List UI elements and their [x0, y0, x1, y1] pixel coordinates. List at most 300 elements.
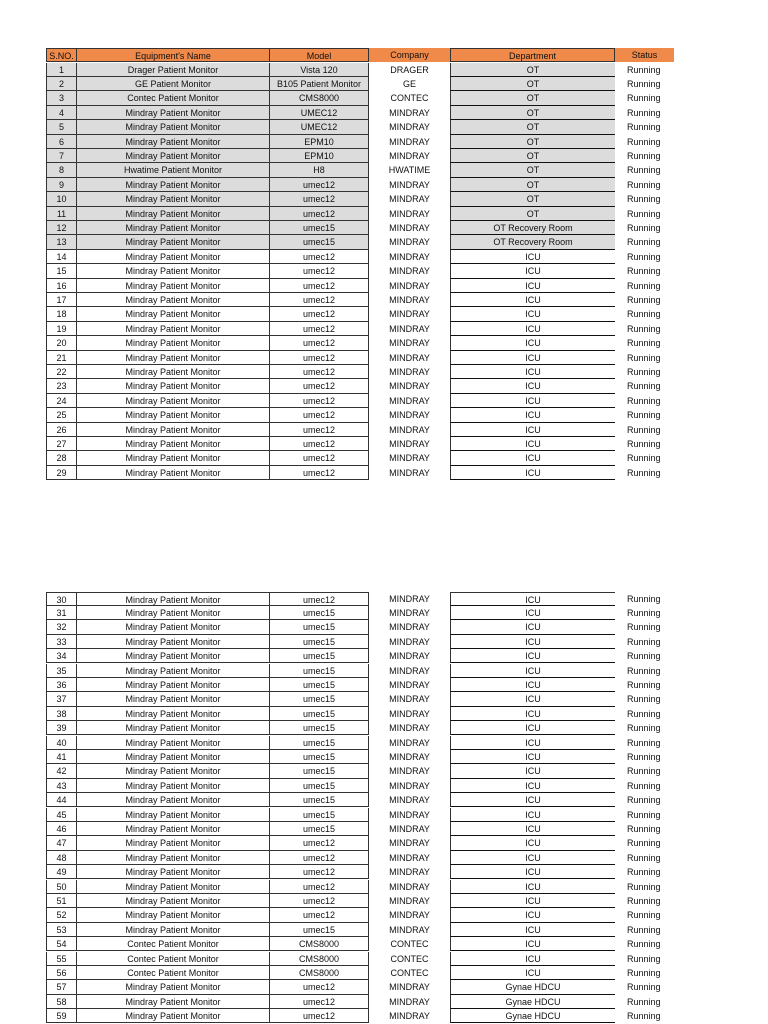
cell-status[interactable]: Running: [627, 665, 661, 676]
cell-equipment-name[interactable]: Mindray Patient Monitor: [76, 192, 269, 206]
cell-sno[interactable]: 2: [46, 77, 76, 91]
cell-sno[interactable]: 26: [46, 423, 76, 437]
cell-department[interactable]: OT: [450, 149, 615, 163]
cell-department[interactable]: ICU: [450, 437, 615, 451]
cell-model[interactable]: umec12: [269, 207, 369, 221]
cell-sno[interactable]: 46: [46, 822, 76, 836]
cell-department[interactable]: Gynae HDCU: [450, 1009, 615, 1023]
cell-equipment-name[interactable]: Mindray Patient Monitor: [76, 466, 269, 480]
cell-company[interactable]: MINDRAY: [389, 924, 430, 935]
cell-model[interactable]: umec15: [269, 707, 369, 721]
cell-sno[interactable]: 18: [46, 307, 76, 321]
cell-company[interactable]: MINDRAY: [389, 622, 430, 633]
cell-sno[interactable]: 51: [46, 894, 76, 908]
cell-company[interactable]: MINDRAY: [389, 367, 430, 377]
cell-sno[interactable]: 25: [46, 408, 76, 422]
cell-model[interactable]: EPM10: [269, 149, 369, 163]
cell-sno[interactable]: 29: [46, 466, 76, 480]
cell-department[interactable]: Gynae HDCU: [450, 995, 615, 1009]
cell-status[interactable]: Running: [627, 266, 661, 277]
cell-company[interactable]: MINDRAY: [389, 910, 430, 921]
cell-model[interactable]: umec15: [269, 721, 369, 735]
cell-company[interactable]: MINDRAY: [389, 352, 430, 363]
cell-department[interactable]: ICU: [450, 664, 615, 678]
cell-model[interactable]: umec12: [269, 322, 369, 336]
cell-status[interactable]: Running: [627, 622, 661, 633]
cell-model[interactable]: CMS8000: [269, 966, 369, 980]
cell-status[interactable]: Running: [627, 780, 661, 791]
cell-status[interactable]: Running: [627, 910, 661, 921]
cell-sno[interactable]: 34: [46, 649, 76, 663]
cell-equipment-name[interactable]: Mindray Patient Monitor: [76, 1009, 269, 1023]
cell-model[interactable]: CMS8000: [269, 952, 369, 966]
cell-model[interactable]: umec15: [269, 221, 369, 235]
cell-model[interactable]: umec12: [269, 894, 369, 908]
cell-equipment-name[interactable]: Mindray Patient Monitor: [76, 908, 269, 922]
cell-model[interactable]: UMEC12: [269, 106, 369, 120]
cell-equipment-name[interactable]: Mindray Patient Monitor: [76, 822, 269, 836]
cell-equipment-name[interactable]: Mindray Patient Monitor: [76, 649, 269, 663]
cell-department[interactable]: ICU: [450, 423, 615, 437]
cell-model[interactable]: umec12: [269, 192, 369, 206]
cell-department[interactable]: ICU: [450, 451, 615, 465]
cell-department[interactable]: ICU: [450, 293, 615, 307]
cell-equipment-name[interactable]: Mindray Patient Monitor: [76, 451, 269, 465]
cell-sno[interactable]: 57: [46, 980, 76, 994]
cell-department[interactable]: ICU: [450, 880, 615, 894]
cell-model[interactable]: umec12: [269, 264, 369, 278]
cell-company[interactable]: MINDRAY: [389, 708, 430, 719]
cell-status[interactable]: Running: [627, 179, 661, 190]
cell-model[interactable]: umec15: [269, 649, 369, 663]
cell-equipment-name[interactable]: Mindray Patient Monitor: [76, 995, 269, 1009]
cell-status[interactable]: Running: [627, 165, 661, 176]
cell-model[interactable]: umec15: [269, 793, 369, 807]
cell-sno[interactable]: 3: [46, 91, 76, 105]
cell-model[interactable]: umec12: [269, 351, 369, 365]
cell-department[interactable]: ICU: [450, 908, 615, 922]
cell-sno[interactable]: 11: [46, 207, 76, 221]
cell-model[interactable]: umec15: [269, 736, 369, 750]
cell-model[interactable]: CMS8000: [269, 91, 369, 105]
cell-department[interactable]: OT: [450, 178, 615, 192]
cell-department[interactable]: ICU: [450, 851, 615, 865]
cell-company[interactable]: MINDRAY: [389, 194, 430, 205]
header-status[interactable]: Status: [615, 48, 674, 62]
cell-company[interactable]: MINDRAY: [389, 467, 430, 478]
cell-status[interactable]: Running: [627, 751, 661, 762]
cell-company[interactable]: MINDRAY: [389, 895, 430, 906]
cell-sno[interactable]: 35: [46, 664, 76, 678]
cell-company[interactable]: MINDRAY: [389, 266, 430, 277]
cell-status[interactable]: Running: [627, 838, 661, 849]
cell-sno[interactable]: 5: [46, 120, 76, 134]
cell-sno[interactable]: 55: [46, 952, 76, 966]
cell-model[interactable]: umec12: [269, 250, 369, 264]
cell-equipment-name[interactable]: Mindray Patient Monitor: [76, 750, 269, 764]
cell-sno[interactable]: 1: [46, 63, 76, 77]
cell-status[interactable]: Running: [627, 367, 661, 377]
cell-status[interactable]: Running: [627, 895, 661, 906]
cell-model[interactable]: umec12: [269, 880, 369, 894]
cell-department[interactable]: ICU: [450, 779, 615, 793]
cell-department[interactable]: ICU: [450, 620, 615, 634]
cell-department[interactable]: ICU: [450, 365, 615, 379]
cell-equipment-name[interactable]: Mindray Patient Monitor: [76, 365, 269, 379]
cell-sno[interactable]: 53: [46, 923, 76, 937]
cell-status[interactable]: Running: [627, 651, 661, 662]
cell-department[interactable]: ICU: [450, 264, 615, 278]
cell-model[interactable]: umec12: [269, 908, 369, 922]
cell-company[interactable]: MINDRAY: [389, 593, 430, 604]
cell-equipment-name[interactable]: Mindray Patient Monitor: [76, 437, 269, 451]
cell-model[interactable]: CMS8000: [269, 937, 369, 951]
cell-equipment-name[interactable]: Mindray Patient Monitor: [76, 235, 269, 249]
cell-sno[interactable]: 24: [46, 394, 76, 408]
cell-equipment-name[interactable]: Mindray Patient Monitor: [76, 707, 269, 721]
cell-status[interactable]: Running: [627, 967, 661, 978]
cell-equipment-name[interactable]: Mindray Patient Monitor: [76, 808, 269, 822]
cell-equipment-name[interactable]: Mindray Patient Monitor: [76, 865, 269, 879]
cell-equipment-name[interactable]: Mindray Patient Monitor: [76, 336, 269, 350]
cell-company[interactable]: MINDRAY: [389, 208, 430, 219]
cell-department[interactable]: OT: [450, 77, 615, 91]
cell-equipment-name[interactable]: Mindray Patient Monitor: [76, 894, 269, 908]
cell-status[interactable]: Running: [627, 823, 661, 834]
cell-department[interactable]: ICU: [450, 937, 615, 951]
cell-equipment-name[interactable]: Mindray Patient Monitor: [76, 721, 269, 735]
cell-department[interactable]: ICU: [450, 379, 615, 393]
cell-equipment-name[interactable]: Mindray Patient Monitor: [76, 322, 269, 336]
cell-company[interactable]: DRAGER: [390, 64, 429, 75]
cell-status[interactable]: Running: [627, 996, 661, 1007]
cell-sno[interactable]: 45: [46, 808, 76, 822]
cell-equipment-name[interactable]: Mindray Patient Monitor: [76, 149, 269, 163]
cell-equipment-name[interactable]: Mindray Patient Monitor: [76, 880, 269, 894]
cell-sno[interactable]: 49: [46, 865, 76, 879]
cell-department[interactable]: ICU: [450, 322, 615, 336]
cell-status[interactable]: Running: [627, 381, 661, 392]
cell-sno[interactable]: 44: [46, 793, 76, 807]
cell-equipment-name[interactable]: Mindray Patient Monitor: [76, 923, 269, 937]
cell-company[interactable]: MINDRAY: [389, 636, 430, 647]
cell-model[interactable]: umec12: [269, 178, 369, 192]
cell-equipment-name[interactable]: Mindray Patient Monitor: [76, 120, 269, 134]
cell-model[interactable]: umec15: [269, 235, 369, 249]
cell-status[interactable]: Running: [627, 881, 661, 892]
cell-department[interactable]: ICU: [450, 894, 615, 908]
cell-sno[interactable]: 43: [46, 779, 76, 793]
cell-sno[interactable]: 6: [46, 135, 76, 149]
cell-company[interactable]: MINDRAY: [389, 607, 430, 618]
cell-department[interactable]: OT Recovery Room: [450, 235, 615, 249]
cell-status[interactable]: Running: [627, 723, 661, 734]
cell-company[interactable]: MINDRAY: [389, 151, 430, 161]
cell-department[interactable]: ICU: [450, 793, 615, 807]
cell-model[interactable]: umec15: [269, 620, 369, 634]
cell-department[interactable]: ICU: [450, 394, 615, 408]
cell-company[interactable]: MINDRAY: [389, 295, 430, 305]
cell-department[interactable]: ICU: [450, 808, 615, 822]
cell-company[interactable]: MINDRAY: [389, 323, 430, 334]
cell-model[interactable]: umec12: [269, 379, 369, 393]
cell-equipment-name[interactable]: GE Patient Monitor: [76, 77, 269, 91]
cell-company[interactable]: MINDRAY: [389, 439, 430, 449]
cell-equipment-name[interactable]: Mindray Patient Monitor: [76, 779, 269, 793]
cell-equipment-name[interactable]: Mindray Patient Monitor: [76, 635, 269, 649]
cell-company[interactable]: MINDRAY: [389, 723, 430, 734]
cell-sno[interactable]: 27: [46, 437, 76, 451]
cell-equipment-name[interactable]: Mindray Patient Monitor: [76, 764, 269, 778]
cell-department[interactable]: OT: [450, 106, 615, 120]
cell-status[interactable]: Running: [627, 607, 661, 618]
cell-company[interactable]: MINDRAY: [389, 809, 430, 820]
cell-model[interactable]: umec12: [269, 423, 369, 437]
cell-model[interactable]: umec15: [269, 692, 369, 706]
cell-equipment-name[interactable]: Hwatime Patient Monitor: [76, 163, 269, 177]
cell-sno[interactable]: 17: [46, 293, 76, 307]
cell-company[interactable]: MINDRAY: [389, 881, 430, 892]
cell-equipment-name[interactable]: Mindray Patient Monitor: [76, 106, 269, 120]
cell-status[interactable]: Running: [627, 852, 661, 863]
cell-equipment-name[interactable]: Mindray Patient Monitor: [76, 692, 269, 706]
cell-equipment-name[interactable]: Drager Patient Monitor: [76, 63, 269, 77]
cell-sno[interactable]: 20: [46, 336, 76, 350]
cell-sno[interactable]: 56: [46, 966, 76, 980]
header-company[interactable]: Company: [369, 48, 450, 62]
cell-status[interactable]: Running: [627, 323, 661, 334]
cell-company[interactable]: MINDRAY: [389, 107, 430, 118]
cell-sno[interactable]: 36: [46, 678, 76, 692]
cell-model[interactable]: Vista 120: [269, 63, 369, 77]
cell-company[interactable]: HWATIME: [388, 165, 431, 176]
cell-department[interactable]: ICU: [450, 307, 615, 321]
cell-status[interactable]: Running: [627, 64, 661, 75]
cell-status[interactable]: Running: [627, 766, 661, 777]
cell-status[interactable]: Running: [627, 194, 661, 205]
cell-sno[interactable]: 4: [46, 106, 76, 120]
cell-equipment-name[interactable]: Mindray Patient Monitor: [76, 264, 269, 278]
cell-department[interactable]: ICU: [450, 678, 615, 692]
cell-model[interactable]: B105 Patient Monitor: [269, 77, 369, 91]
cell-status[interactable]: Running: [627, 467, 661, 478]
cell-department[interactable]: ICU: [450, 865, 615, 879]
cell-model[interactable]: UMEC12: [269, 120, 369, 134]
cell-status[interactable]: Running: [627, 410, 661, 421]
cell-sno[interactable]: 15: [46, 264, 76, 278]
cell-department[interactable]: ICU: [450, 923, 615, 937]
cell-status[interactable]: Running: [627, 280, 661, 291]
cell-department[interactable]: ICU: [450, 336, 615, 350]
cell-model[interactable]: umec12: [269, 980, 369, 994]
cell-status[interactable]: Running: [627, 453, 661, 464]
cell-status[interactable]: Running: [627, 694, 661, 705]
cell-equipment-name[interactable]: Contec Patient Monitor: [76, 952, 269, 966]
cell-sno[interactable]: 14: [46, 250, 76, 264]
cell-sno[interactable]: 31: [46, 606, 76, 620]
cell-department[interactable]: ICU: [450, 408, 615, 422]
cell-sno[interactable]: 19: [46, 322, 76, 336]
cell-department[interactable]: ICU: [450, 707, 615, 721]
cell-status[interactable]: Running: [627, 708, 661, 719]
cell-model[interactable]: umec12: [269, 865, 369, 879]
cell-equipment-name[interactable]: Mindray Patient Monitor: [76, 250, 269, 264]
cell-company[interactable]: MINDRAY: [389, 122, 430, 133]
cell-department[interactable]: Gynae HDCU: [450, 980, 615, 994]
cell-sno[interactable]: 52: [46, 908, 76, 922]
cell-sno[interactable]: 58: [46, 995, 76, 1009]
cell-sno[interactable]: 39: [46, 721, 76, 735]
cell-equipment-name[interactable]: Mindray Patient Monitor: [76, 293, 269, 307]
cell-sno[interactable]: 48: [46, 851, 76, 865]
cell-company[interactable]: MINDRAY: [389, 309, 430, 320]
cell-department[interactable]: ICU: [450, 966, 615, 980]
cell-status[interactable]: Running: [627, 136, 661, 147]
cell-equipment-name[interactable]: Contec Patient Monitor: [76, 966, 269, 980]
cell-status[interactable]: Running: [627, 953, 661, 964]
cell-department[interactable]: ICU: [450, 952, 615, 966]
cell-status[interactable]: Running: [627, 107, 661, 118]
cell-status[interactable]: Running: [627, 939, 661, 950]
cell-equipment-name[interactable]: Mindray Patient Monitor: [76, 379, 269, 393]
cell-model[interactable]: umec12: [269, 1009, 369, 1023]
cell-status[interactable]: Running: [627, 593, 661, 604]
cell-equipment-name[interactable]: Mindray Patient Monitor: [76, 221, 269, 235]
cell-model[interactable]: umec12: [269, 851, 369, 865]
cell-model[interactable]: H8: [269, 163, 369, 177]
cell-company[interactable]: MINDRAY: [389, 679, 430, 690]
cell-company[interactable]: CONTEC: [390, 953, 429, 964]
cell-model[interactable]: umec15: [269, 822, 369, 836]
cell-company[interactable]: MINDRAY: [389, 852, 430, 863]
cell-company[interactable]: MINDRAY: [389, 381, 430, 392]
cell-equipment-name[interactable]: Mindray Patient Monitor: [76, 351, 269, 365]
cell-status[interactable]: Running: [627, 79, 661, 89]
cell-equipment-name[interactable]: Mindray Patient Monitor: [76, 980, 269, 994]
cell-equipment-name[interactable]: Mindray Patient Monitor: [76, 736, 269, 750]
cell-sno[interactable]: 16: [46, 279, 76, 293]
cell-equipment-name[interactable]: Mindray Patient Monitor: [76, 394, 269, 408]
cell-company[interactable]: MINDRAY: [389, 424, 430, 435]
cell-equipment-name[interactable]: Mindray Patient Monitor: [76, 793, 269, 807]
cell-model[interactable]: umec15: [269, 764, 369, 778]
cell-company[interactable]: MINDRAY: [389, 766, 430, 777]
cell-sno[interactable]: 41: [46, 750, 76, 764]
cell-sno[interactable]: 22: [46, 365, 76, 379]
cell-department[interactable]: OT Recovery Room: [450, 221, 615, 235]
cell-status[interactable]: Running: [627, 352, 661, 363]
cell-company[interactable]: MINDRAY: [389, 751, 430, 762]
cell-company[interactable]: MINDRAY: [389, 651, 430, 662]
cell-sno[interactable]: 23: [46, 379, 76, 393]
cell-department[interactable]: OT: [450, 91, 615, 105]
header-model[interactable]: Model: [269, 48, 369, 62]
cell-model[interactable]: umec12: [269, 394, 369, 408]
cell-department[interactable]: ICU: [450, 750, 615, 764]
cell-model[interactable]: umec15: [269, 750, 369, 764]
cell-status[interactable]: Running: [627, 309, 661, 320]
cell-company[interactable]: MINDRAY: [389, 838, 430, 849]
cell-status[interactable]: Running: [627, 395, 661, 406]
cell-company[interactable]: MINDRAY: [389, 338, 430, 349]
cell-sno[interactable]: 47: [46, 836, 76, 850]
cell-department[interactable]: ICU: [450, 736, 615, 750]
cell-sno[interactable]: 30: [46, 592, 76, 606]
cell-equipment-name[interactable]: Contec Patient Monitor: [76, 91, 269, 105]
cell-status[interactable]: Running: [627, 867, 661, 878]
cell-company[interactable]: GE: [402, 79, 416, 89]
cell-department[interactable]: ICU: [450, 822, 615, 836]
cell-status[interactable]: Running: [627, 1011, 661, 1022]
cell-status[interactable]: Running: [627, 122, 661, 133]
cell-sno[interactable]: 54: [46, 937, 76, 951]
cell-sno[interactable]: 59: [46, 1009, 76, 1023]
cell-company[interactable]: CONTEC: [390, 939, 429, 950]
cell-department[interactable]: ICU: [450, 606, 615, 620]
cell-status[interactable]: Running: [627, 424, 661, 435]
cell-sno[interactable]: 7: [46, 149, 76, 163]
cell-status[interactable]: Running: [627, 636, 661, 647]
cell-equipment-name[interactable]: Mindray Patient Monitor: [76, 423, 269, 437]
cell-model[interactable]: umec12: [269, 836, 369, 850]
cell-company[interactable]: MINDRAY: [389, 1011, 430, 1022]
cell-company[interactable]: MINDRAY: [389, 223, 430, 233]
cell-status[interactable]: Running: [627, 439, 661, 449]
cell-model[interactable]: umec12: [269, 307, 369, 321]
cell-model[interactable]: umec15: [269, 664, 369, 678]
cell-status[interactable]: Running: [627, 679, 661, 690]
cell-equipment-name[interactable]: Mindray Patient Monitor: [76, 592, 269, 606]
cell-model[interactable]: umec12: [269, 279, 369, 293]
cell-equipment-name[interactable]: Mindray Patient Monitor: [76, 178, 269, 192]
cell-status[interactable]: Running: [627, 251, 661, 262]
cell-model[interactable]: umec12: [269, 451, 369, 465]
cell-department[interactable]: ICU: [450, 351, 615, 365]
cell-status[interactable]: Running: [627, 151, 661, 161]
cell-company[interactable]: MINDRAY: [389, 737, 430, 748]
cell-company[interactable]: MINDRAY: [389, 795, 430, 806]
cell-company[interactable]: MINDRAY: [389, 867, 430, 878]
cell-department[interactable]: ICU: [450, 764, 615, 778]
cell-company[interactable]: MINDRAY: [389, 237, 430, 248]
cell-status[interactable]: Running: [627, 737, 661, 748]
cell-department[interactable]: ICU: [450, 649, 615, 663]
cell-department[interactable]: OT: [450, 135, 615, 149]
cell-equipment-name[interactable]: Mindray Patient Monitor: [76, 207, 269, 221]
cell-model[interactable]: umec15: [269, 606, 369, 620]
cell-model[interactable]: umec12: [269, 466, 369, 480]
cell-department[interactable]: OT: [450, 120, 615, 134]
cell-department[interactable]: ICU: [450, 250, 615, 264]
cell-sno[interactable]: 42: [46, 764, 76, 778]
header-sno[interactable]: S.NO.: [46, 48, 76, 62]
cell-company[interactable]: MINDRAY: [389, 823, 430, 834]
cell-company[interactable]: MINDRAY: [389, 665, 430, 676]
cell-equipment-name[interactable]: Mindray Patient Monitor: [76, 851, 269, 865]
cell-model[interactable]: umec12: [269, 592, 369, 606]
cell-model[interactable]: umec15: [269, 923, 369, 937]
cell-sno[interactable]: 28: [46, 451, 76, 465]
cell-equipment-name[interactable]: Mindray Patient Monitor: [76, 606, 269, 620]
cell-sno[interactable]: 37: [46, 692, 76, 706]
cell-equipment-name[interactable]: Mindray Patient Monitor: [76, 620, 269, 634]
cell-sno[interactable]: 21: [46, 351, 76, 365]
cell-company[interactable]: CONTEC: [390, 93, 429, 104]
cell-model[interactable]: umec12: [269, 408, 369, 422]
cell-company[interactable]: MINDRAY: [389, 453, 430, 464]
cell-equipment-name[interactable]: Mindray Patient Monitor: [76, 678, 269, 692]
cell-status[interactable]: Running: [627, 338, 661, 349]
